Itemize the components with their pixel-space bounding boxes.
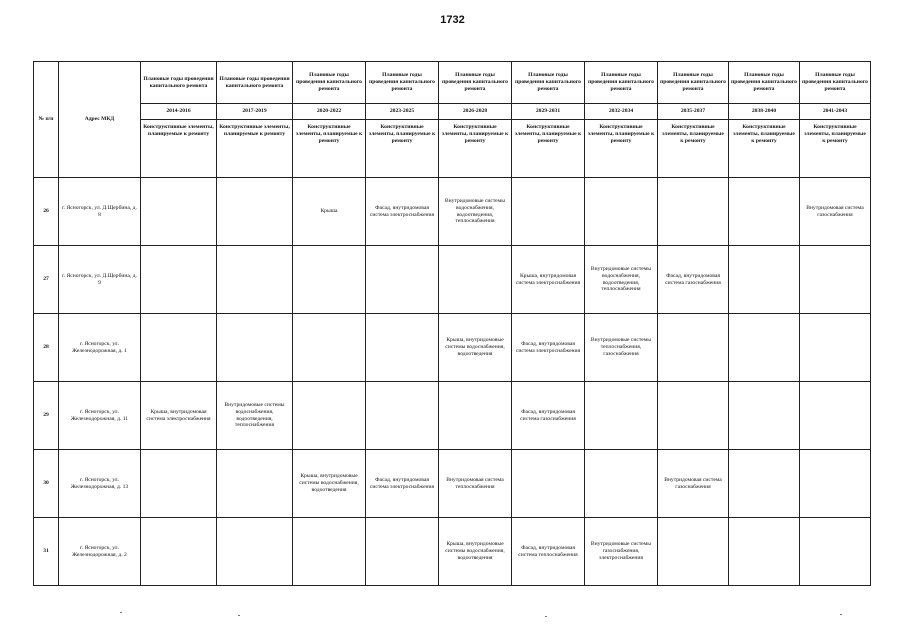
repair-cell bbox=[217, 518, 293, 586]
repair-cell bbox=[217, 450, 293, 518]
header-number: № п/п bbox=[34, 62, 59, 178]
repair-cell bbox=[141, 246, 217, 314]
table-body bbox=[34, 62, 871, 586]
repair-cell bbox=[800, 518, 871, 586]
repair-cell: Фасад, внутридомовая система электроснабжения bbox=[366, 178, 439, 246]
header-period-years: 2020-2022 bbox=[293, 104, 366, 120]
header-period-years: 2014-2016 bbox=[141, 104, 217, 120]
repair-cell bbox=[729, 518, 800, 586]
repair-cell: Внутридомовые системы водоснабжения, водоотведения, теплоснабжения bbox=[585, 246, 658, 314]
header-period-title: Плановые годы проведения капитального ремонта bbox=[366, 62, 439, 104]
header-period-years: 2026-2028 bbox=[439, 104, 512, 120]
repair-cell bbox=[658, 382, 729, 450]
repair-cell bbox=[585, 178, 658, 246]
header-elements-label: Конструктивные элементы, планируемые к ремонту bbox=[800, 120, 871, 178]
header-period-title: Плановые годы проведения капитального ремонта bbox=[439, 62, 512, 104]
header-period-title: Плановые годы проведения капитального ремонта bbox=[141, 62, 217, 104]
repair-cell bbox=[729, 246, 800, 314]
repair-cell bbox=[293, 246, 366, 314]
row-number: 28 bbox=[34, 314, 59, 382]
row-number: 29 bbox=[34, 382, 59, 450]
repair-cell bbox=[366, 382, 439, 450]
repair-cell bbox=[585, 450, 658, 518]
repair-cell: Фасад, внутридомовая система электроснабжения bbox=[512, 314, 585, 382]
repair-cell: Внутридомовые системы теплоснабжения, газоснабжения bbox=[585, 314, 658, 382]
repair-cell bbox=[800, 450, 871, 518]
header-elements-label: Конструктивные элементы, планируемые к ремонту bbox=[141, 120, 217, 178]
row-address: г. Ясногорск, ул. Д.Щербина, д. 8 bbox=[59, 178, 141, 246]
repair-cell bbox=[439, 382, 512, 450]
repair-cell: Крыша, внутридомовые системы водоснабжения, водоотведения bbox=[293, 450, 366, 518]
row-number: 30 bbox=[34, 450, 59, 518]
repair-cell bbox=[141, 450, 217, 518]
table-row bbox=[34, 314, 871, 382]
header-period-title: Плановые годы проведения капитального ремонта bbox=[658, 62, 729, 104]
repair-cell bbox=[800, 246, 871, 314]
scan-speck bbox=[120, 612, 122, 613]
repair-cell: Крыша, внутридомовая система электроснабжения bbox=[512, 246, 585, 314]
repair-cell bbox=[293, 314, 366, 382]
row-address: г. Ясногорск, ул. Железнодорожная, д. 1 bbox=[59, 314, 141, 382]
repair-cell: Внутридомовая система газоснабжения bbox=[658, 450, 729, 518]
repair-cell bbox=[293, 518, 366, 586]
header-row-titles bbox=[34, 62, 871, 104]
repair-cell: Крыша bbox=[293, 178, 366, 246]
repair-cell: Крыша, внутридомовая система электроснабжения bbox=[141, 382, 217, 450]
row-address: г. Ясногорск, ул. Железнодорожная, д. 2 bbox=[59, 518, 141, 586]
repair-cell bbox=[658, 518, 729, 586]
header-row-elements bbox=[34, 120, 871, 178]
header-elements-label: Конструктивные элементы, планируемые к ремонту bbox=[585, 120, 658, 178]
header-elements-label: Конструктивные элементы, планируемые к ремонту bbox=[217, 120, 293, 178]
repair-cell bbox=[293, 382, 366, 450]
header-period-title: Плановые годы проведения капитального ремонта bbox=[729, 62, 800, 104]
header-period-title: Плановые годы проведения капитального ремонта bbox=[585, 62, 658, 104]
header-elements-label: Конструктивные элементы, планируемые к ремонту bbox=[293, 120, 366, 178]
repair-cell: Фасад, внутридомовая система газоснабжения bbox=[512, 382, 585, 450]
header-period-years: 2035-2037 bbox=[658, 104, 729, 120]
scan-speck bbox=[840, 614, 842, 615]
repair-cell: Крыша, внутридомовые системы водоснабжения, водоотведения bbox=[439, 314, 512, 382]
repair-cell bbox=[366, 246, 439, 314]
header-period-years: 2032-2034 bbox=[585, 104, 658, 120]
repair-cell: Внутридомовая система теплоснабжения bbox=[439, 450, 512, 518]
header-period-years: 2041-2043 bbox=[800, 104, 871, 120]
header-period-title: Плановые годы проведения капитального ремонта bbox=[800, 62, 871, 104]
row-number: 27 bbox=[34, 246, 59, 314]
repair-cell bbox=[439, 246, 512, 314]
repair-cell: Внутридомовые системы водоснабжения, водоотведения, теплоснабжения bbox=[439, 178, 512, 246]
header-row-years bbox=[34, 104, 871, 120]
repair-cell bbox=[217, 178, 293, 246]
repair-cell bbox=[217, 314, 293, 382]
table-row bbox=[34, 518, 871, 586]
repair-cell bbox=[141, 314, 217, 382]
header-elements-label: Конструктивные элементы, планируемые к ремонту bbox=[366, 120, 439, 178]
repair-cell: Фасад, внутридомовая система газоснабжения bbox=[658, 246, 729, 314]
table-row bbox=[34, 382, 871, 450]
repair-cell bbox=[658, 178, 729, 246]
repair-cell bbox=[658, 314, 729, 382]
table-row bbox=[34, 450, 871, 518]
repair-cell bbox=[141, 178, 217, 246]
repair-cell bbox=[585, 382, 658, 450]
page-number: 1732 bbox=[440, 14, 465, 26]
row-address: г. Ясногорск, ул. Железнодорожная, д. 13 bbox=[59, 450, 141, 518]
header-period-years: 2017-2019 bbox=[217, 104, 293, 120]
repair-cell: Крыша, внутридомовые системы водоснабжения, водоотведения bbox=[439, 518, 512, 586]
repair-cell bbox=[512, 450, 585, 518]
row-address: г. Ясногорск, ул. Д.Щербина, д. 9 bbox=[59, 246, 141, 314]
header-address: Адрес МКД bbox=[59, 62, 141, 178]
header-period-years: 2029-2031 bbox=[512, 104, 585, 120]
repair-cell bbox=[366, 518, 439, 586]
repair-cell: Внутридомовая система газоснабжения bbox=[800, 178, 871, 246]
repair-cell bbox=[217, 246, 293, 314]
repair-cell bbox=[800, 314, 871, 382]
table-row bbox=[34, 178, 871, 246]
capital-repair-table bbox=[33, 61, 871, 586]
table-row bbox=[34, 246, 871, 314]
scan-speck bbox=[238, 615, 240, 616]
repair-cell: Внутридомовые системы газоснабжения, электроснабжения bbox=[585, 518, 658, 586]
scan-speck bbox=[545, 616, 547, 617]
repair-cell bbox=[512, 178, 585, 246]
row-address: г. Ясногорск, ул. Железнодорожная, д. 11 bbox=[59, 382, 141, 450]
row-number: 31 bbox=[34, 518, 59, 586]
repair-cell bbox=[729, 450, 800, 518]
repair-cell bbox=[366, 314, 439, 382]
header-elements-label: Конструктивные элементы, планируемые к ремонту bbox=[512, 120, 585, 178]
repair-cell bbox=[141, 518, 217, 586]
header-elements-label: Конструктивные элементы, планируемые к ремонту bbox=[439, 120, 512, 178]
header-period-years: 2038-2040 bbox=[729, 104, 800, 120]
header-period-title: Плановые годы проведения капитального ремонта bbox=[217, 62, 293, 104]
repair-cell bbox=[729, 382, 800, 450]
header-period-years: 2023-2025 bbox=[366, 104, 439, 120]
repair-cell: Внутридомовые системы водоснабжения, водоотведения, теплоснабжения bbox=[217, 382, 293, 450]
header-period-title: Плановые годы проведения капитального ремонта bbox=[512, 62, 585, 104]
repair-cell: Фасад, внутридомовая система теплоснабжения bbox=[512, 518, 585, 586]
repair-cell: Фасад, внутридомовая система электроснабжения bbox=[366, 450, 439, 518]
row-number: 26 bbox=[34, 178, 59, 246]
repair-cell bbox=[729, 314, 800, 382]
repair-cell bbox=[729, 178, 800, 246]
header-elements-label: Конструктивные элементы, планируемые к ремонту bbox=[658, 120, 729, 178]
header-elements-label: Конструктивные элементы, планируемые к ремонту bbox=[729, 120, 800, 178]
repair-cell bbox=[800, 382, 871, 450]
header-period-title: Плановые годы проведения капитального ремонта bbox=[293, 62, 366, 104]
